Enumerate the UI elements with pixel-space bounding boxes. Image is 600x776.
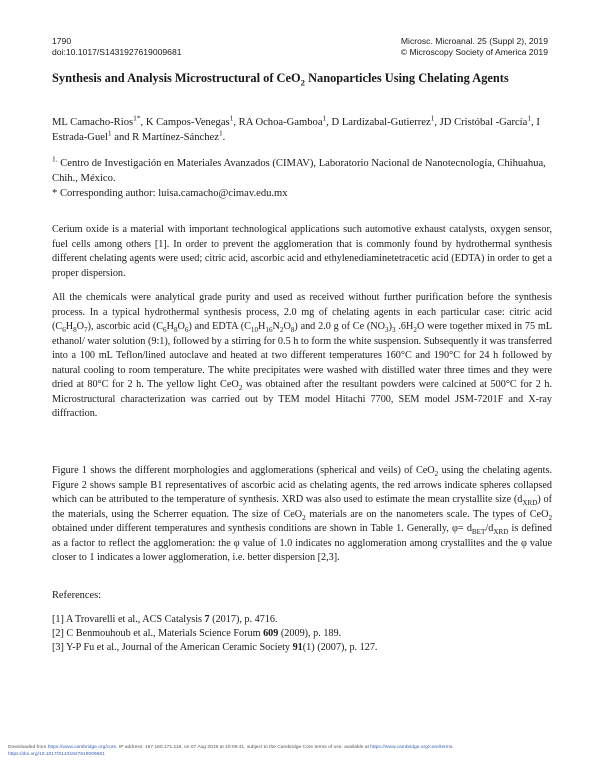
title-subscript: 2 [300,77,305,88]
text-run: obtained under different temperatures and synthesis conditions are shown in Table 1. Generally, φ= d [52,523,472,534]
page-header-left [52,36,182,58]
paragraph-results [52,464,552,566]
ref-text: [1] A Trovarelli et al., ACS Catalysis [52,614,205,625]
subscript: 8 [173,326,178,335]
ref-text: [3] Y-P Fu et al., Journal of the American Ceramic Society [52,642,293,653]
footer-text: . IP address: 167.160.171.118, on 07 Aug 2019 at 10:09:41, subject to the Cambridge Core terms of use, available at [116,745,371,750]
subscript: BET [471,528,486,537]
affiliation-block [52,156,552,201]
corresponding-author: * Corresponding author: luisa.camacho@cimav.edu.mx [52,188,288,199]
reference-item [52,641,552,655]
text-run: materials are on the nanometers scale. The types of CeO [305,508,549,520]
subscript: XRD [522,499,538,508]
page-number: 1790 [52,36,72,46]
subscript: 7 [84,326,88,335]
text-run: ) and EDTA (C [188,321,251,332]
author-affil-mark: 1* [133,113,141,123]
cambridge-core-link[interactable]: https://www.cambridge.org/core [47,745,117,750]
footer-text: Downloaded from [8,745,48,750]
author: , D Lardizabal-Gutierrez [326,117,431,128]
text-run: .6H [395,321,414,332]
paragraph-intro: Cerium oxide is a material with important technological applications such automotive exhaust catalysts, oxygen sensor, fuel cells among others [1]. In order to prevent the agglomeration that is commonly found by hydrothermal synthesis different chelating agents were used; citric acid, ascorbic acid and ethylenediaminetetracetic acid (EDTA) in order to get a proper dispersion. [52,224,552,279]
title-part: Nanoparticles Using Chelating Agents [304,71,509,85]
author-affil-mark: 1 [107,128,112,138]
title-part: Synthesis and Analysis Microstructural of CeO [52,71,301,85]
ref-text: [2] C Benmouhoub et al., Materials Science Forum [52,628,264,639]
subscript: 16 [265,326,273,335]
ref-text: (2009), p. 189. [278,628,342,639]
author: , I Estrada-Guel [52,117,540,143]
affiliation-mark: 1. [52,154,58,164]
text-run: O [177,321,185,332]
author: , RA Ochoa-Gamboa [233,117,323,128]
page-header-right [401,36,548,58]
footer-line [8,744,598,751]
text-run: H [258,321,266,332]
author-affil-mark: 1 [527,113,532,123]
author-affil-mark: 1 [322,113,327,123]
paper-title [52,70,552,86]
author: , K Campos-Venegas [140,117,230,128]
institution: Centro de Investigación en Materiales Avanzados (CIMAV), Laboratorio Nacional de Nanotecnología, Chihuahua, Chih., México. [52,158,546,184]
doi: doi:10.1017/S1431927619009681 [52,47,182,57]
doi-link[interactable]: https://doi.org/10.1017/S1431927619009681 [8,752,105,757]
text-run: ) of the materials, using the Scherrer equation. The size of CeO [52,494,552,520]
text-run: H [65,321,74,332]
references-list [52,613,552,655]
terms-link[interactable]: https://www.cambridge.org/core/terms [370,745,453,750]
subscript: 3 [392,326,396,335]
author: , JD Cristóbal -García [434,117,528,128]
text-run: is defined as a factor to reflect the agglomeration: the φ value of 1.0 indicates no agglomeration among crystallites and the φ value closer to 1 indicates a lower agglomeration, i.e. better dispersion [2,3]. [52,523,552,563]
reference-item [52,613,552,627]
text-run: ) [388,321,392,332]
subscript: 2 [238,384,243,393]
author-affil-mark: 1 [229,113,234,123]
copyright: © Microscopy Society of America 2019 [400,47,548,57]
footer-line [8,751,598,758]
subscript: 8 [73,326,77,335]
paragraph-methods [52,291,552,422]
text-run: N [272,321,280,332]
affiliation [52,156,552,186]
reference-item [52,627,552,641]
author-affil-mark: 1 [218,128,223,138]
subscript: 6 [62,326,66,335]
subscript: 3 [385,326,389,335]
text-run: H [166,321,174,332]
subscript: 2 [279,326,284,335]
text-run: Figure 1 shows the different morphologies and agglomerations (spherical and veils) of CeO [52,465,435,476]
text-run: O [283,321,291,332]
download-footer [8,744,598,758]
text-run: O were together mixed in 75 mL ethanol/ water solution (9:1), followed by a stirring for 0.5 h to form the white suspension. Subsequently it was transferred into a 100 mL Teflon/lined autoclave and heated at two different temperatures 160°C and 190°C for 24 h followed by natural cooling to room temperature. The white precipitates were washed with distilled water three times and they were dried at 80°C for 2 h. The yellow light CeO [52,321,552,390]
author-list [52,115,552,145]
text-run: /d [485,523,494,534]
ref-volume: 609 [263,628,279,639]
author: ML Camacho-Rios [52,117,134,128]
subscript: 2 [413,326,417,335]
author-affil-mark: 1 [430,113,435,123]
references-heading: References: [52,590,102,601]
ref-volume: 91 [292,642,303,653]
author: and R Martínez-Sánchez [111,132,219,143]
ref-text: (2017), p. 4716. [209,614,278,625]
journal-citation: Microsc. Microanal. 25 (Suppl 2), 2019 [400,36,548,46]
footer-text: . [452,745,454,750]
text-run: O [76,321,85,332]
subscript: XRD [493,528,509,537]
subscript: 8 [290,326,295,335]
text-run: was obtained after the resultant powders were calcined at 500°C for 2 h. Microstructural characterization was carried out by TEM model Hitachi 7700, SEM model JSM-7201F and X-ray diffraction. [52,379,552,419]
text-run: All the chemicals were analytical grade purity and used as received without further purification before the synthesis process. In a typical hydrothermal synthesis process, 2.0 mg of chelating agents in each particular case: citric acid (C [52,292,552,332]
subscript: 2 [434,470,439,479]
subscript: 2 [548,513,552,522]
ref-text: (1) (2007), p. 127. [302,642,378,653]
ref-volume: 7 [204,614,210,625]
author-punct: . [222,132,226,143]
subscript: 6 [184,326,189,335]
subscript: 6 [163,326,167,335]
text-run: ), ascorbic acid (C [87,321,164,332]
subscript: 10 [250,326,259,335]
subscript: 2 [302,513,306,522]
text-run: ) and 2.0 g of Ce (NO [294,321,386,332]
text-run: using the chelating agents. Figure 2 shows sample B1 representatives of ascorbic acid as chelating agents, the red arrows indicate spheres collapsed which can be attributed to the temperature of synthesis. XRD was also used to estimate the mean crystallite size (d [52,465,552,505]
